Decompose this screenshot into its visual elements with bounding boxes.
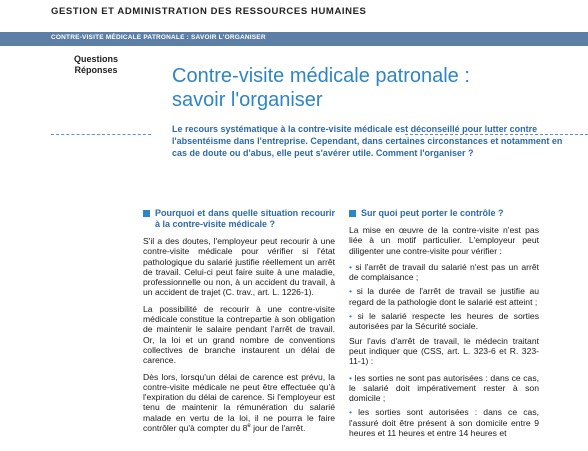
heading-square-icon <box>143 210 150 217</box>
bullet-dot-icon: • <box>349 372 353 383</box>
section-bar-label: CONTRE-VISITE MÉDICALE PATRONALE : SAVOIR L'ORGANISER <box>51 34 266 41</box>
bullet-text: si la durée de l'arrêt de travail se justifie au regard de la pathologie dont le salarié est atteint ; <box>349 286 539 307</box>
right-paragraph-1: La mise en œuvre de la contre-visite n'est pas liée à un motif particulier. L'employeur peut diligenter une contre-visite pour vérifier : <box>349 225 539 256</box>
bullet-dot-icon: • <box>349 286 353 297</box>
bullet-text: si le salarié respecte les heures de sorties autorisées par la Sécurité sociale. <box>349 311 539 332</box>
running-header: GESTION ET ADMINISTRATION DES RESSOURCES HUMAINES <box>51 6 367 17</box>
dashed-divider-left <box>51 134 151 135</box>
right-heading-text: Sur quoi peut porter le contrôle ? <box>361 208 504 218</box>
left-paragraph-3a: Dès lors, lorsqu'un délai de carence est prévu, la contre-visite médicale ne peut être effectuée qu'à l'expiration du délai de carence. Si l'employeur est tenu de maintenir la rémunération du salarié malade en vertu de la loi, il ne pourra le faire contrôler qu'à compter du 8 <box>143 371 335 434</box>
bullet-text: les sorties sont autorisées : dans ce cas, l'assuré doit être présent à son domicile entre 9 heures et 11 heures et entre 14 heures et <box>349 407 540 439</box>
article-title-line1: Contre-visite médicale patronale : <box>172 65 470 87</box>
section-bar <box>0 32 588 46</box>
heading-square-icon <box>349 210 356 217</box>
left-paragraph-1: S'il a des doutes, l'employeur peut recourir à une contre-visite médicale pour vérifier si l'état pathologique du salarié justifie réellement un arrêt de travail. Celui-ci peut faire suite à une maladie, professionnelle ou non, à un accident du travail, à un accident de trajet (C. trav., art. L. 1226-1). <box>143 236 335 298</box>
article-title-line2: savoir l'organiser <box>172 89 323 111</box>
left-paragraph-3 <box>143 372 335 434</box>
bullet-dot-icon: • <box>349 261 353 272</box>
left-column <box>143 208 335 439</box>
side-label-line1: Questions <box>73 54 118 64</box>
intro-paragraph: Le recours systématique à la contre-visite médicale est déconseillé pour lutter contre l'absentéisme dans l'entreprise. Cependant, dans certaines circonstances et notamment en cas de doute ou d'abus, elle peut s'avérer utile. Comment l'organiser ? <box>172 124 563 158</box>
bullet-dot-icon: • <box>349 407 353 418</box>
left-paragraph-3b: jour de l'arrêt. <box>250 423 306 434</box>
bullet-text: les sorties ne sont pas autorisées : dans ce cas, le salarié doit impérativement rester à son domicile ; <box>349 372 540 404</box>
bullet-dot-icon: • <box>349 311 353 322</box>
bullet-item <box>349 373 539 404</box>
left-heading-text: Pourquoi et dans quelle situation recourir à la contre-visite médicale ? <box>155 208 335 229</box>
left-paragraph-2: La possibilité de recourir à une contre-visite médicale constitue la contrepartie à son obligation de maintenir le salaire pendant l'arrêt de travail. Or, la loi et un grand nombre de conventions collectives de branche instaurent un délai de carence. <box>143 303 335 366</box>
bullet-item <box>349 311 539 332</box>
left-heading <box>143 208 335 230</box>
ordinal-sup: e <box>247 423 251 430</box>
bullet-item <box>349 262 539 283</box>
bullet-text: si l'arrêt de travail du salarié n'est pas un arrêt de complaisance ; <box>349 261 539 283</box>
article-title <box>172 64 552 112</box>
bullet-item <box>349 407 539 438</box>
right-column <box>349 208 539 442</box>
right-paragraph-2: Sur l'avis d'arrêt de travail, le médecin traitant peut indiquer que (CSS, art. L. 323-6 et R. 323-11-1) : <box>349 335 539 367</box>
side-label <box>51 54 141 76</box>
right-heading <box>349 208 539 219</box>
side-label-line2: Réponses <box>74 65 118 75</box>
bullet-item <box>349 286 539 307</box>
